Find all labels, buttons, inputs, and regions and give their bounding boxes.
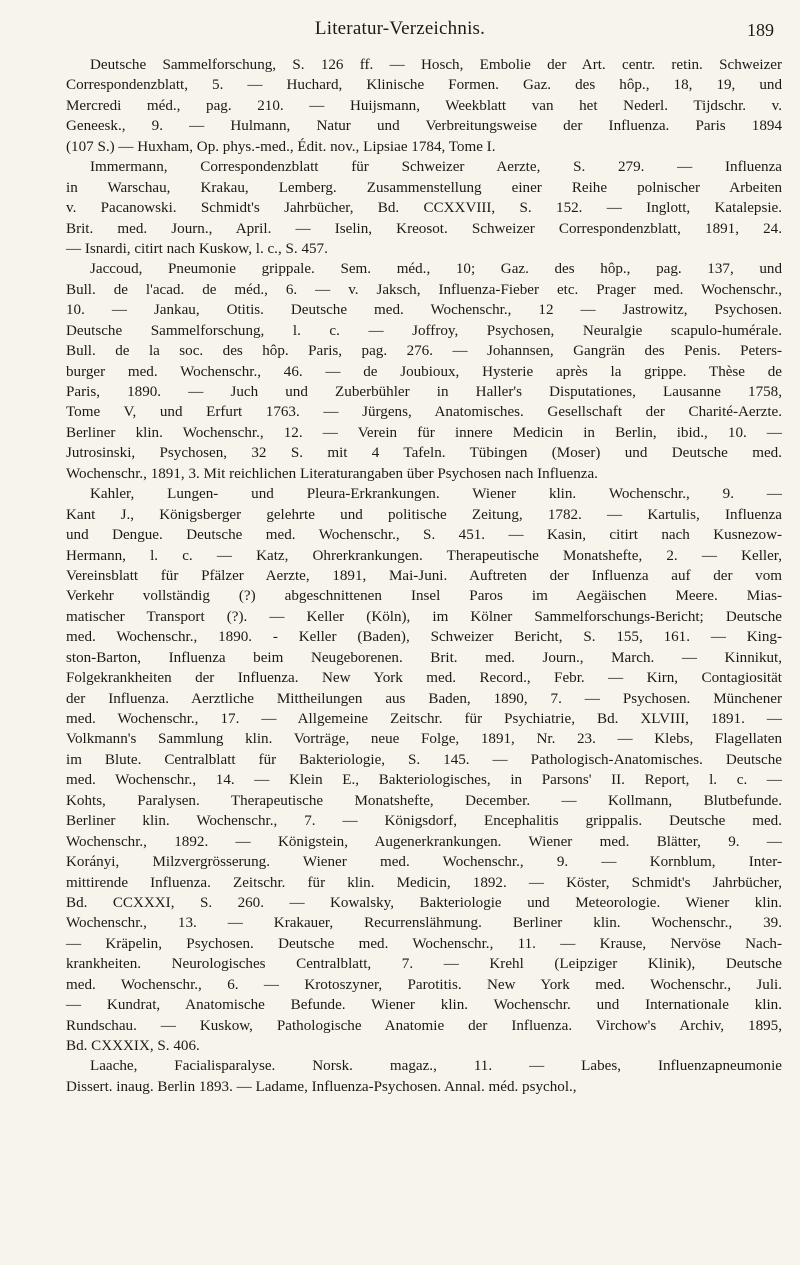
text-line: Jaccoud, Pneumonie grippale. Sem. méd., 10; Gaz. des hôp., pag. 137, und xyxy=(90,261,782,278)
text-line: Hermann, l. c. — Katz, Ohrerkrankungen. Therapeutische Monatshefte, 2. — Keller, xyxy=(66,547,782,564)
text-line: med. Wochenschr., 6. — Krotoszyner, Parotitis. New York med. Wochenschr., Juli. xyxy=(66,976,782,993)
text-line: mittirende Influenza. Zeitschr. für klin. Medicin, 1892. — Köster, Schmidt's Jahrbücher, xyxy=(66,874,782,891)
text-line: med. Wochenschr., 1890. - Keller (Baden), Schweizer Bericht, S. 155, 161. — King- xyxy=(66,629,782,646)
text-line: Immermann, Correspondenzblatt für Schweizer Aerzte, S. 279. — Influenza xyxy=(90,159,782,176)
text-line: — Kräpelin, Psychosen. Deutsche med. Wochenschr., 11. — Krause, Nervöse Nach- xyxy=(66,935,782,952)
text-line: Bull. de l'acad. de méd., 6. — v. Jaksch, Influenza-Fieber etc. Prager med. Wochenschr., xyxy=(66,281,782,298)
text-line: — Isnardi, citirt nach Kuskow, l. c., S. 457. xyxy=(66,240,328,257)
text-line: Rundschau. — Kuskow, Pathologische Anatomie der Influenza. Virchow's Archiv, 1895, xyxy=(66,1017,782,1034)
text-line: Bd. CCXXXI, S. 260. — Kowalsky, Bakteriologie und Meteorologie. Wiener klin. xyxy=(66,894,782,911)
text-line: in Warschau, Krakau, Lemberg. Zusammenstellung einer Reihe polnischer Arbeiten xyxy=(66,179,782,196)
text-line: im Blute. Centralblatt für Bakteriologie, S. 145. — Pathologisch-Anatomisches. Deutsche xyxy=(66,751,782,768)
page-number: 189 xyxy=(747,20,774,40)
text-line: Mercredi méd., pag. 210. — Huijsmann, Weekblatt van het Nederl. Tijdschr. v. xyxy=(66,97,782,114)
text-line: Deutsche Sammelforschung, S. 126 ff. — Hosch, Embolie der Art. centr. retin. Schweizer xyxy=(90,57,782,73)
text-line: ston-Barton, Influenza beim Neugeborenen. Brit. med. Journ., March. — Kinnikut, xyxy=(66,649,782,666)
text-line: Kahler, Lungen- und Pleura-Erkrankungen. Wiener klin. Wochenschr., 9. — xyxy=(90,486,782,503)
text-line: Kohts, Paralysen. Therapeutische Monatshefte, December. — Kollmann, Blutbefunde. xyxy=(66,792,782,809)
text-line: Jutrosinski, Psychosen, 32 S. mit 4 Tafeln. Tübingen (Moser) und Deutsche med. xyxy=(66,445,782,462)
text-line: burger med. Wochenschr., 46. — de Joubioux, Hysterie après la grippe. Thèse de xyxy=(66,363,782,380)
bibliography-text xyxy=(66,55,782,1097)
text-line: Folgekrankheiten der Influenza. New York med. Record., Febr. — Kirn, Contagiosität xyxy=(66,670,782,687)
text-line: 10. — Jankau, Otitis. Deutsche med. Wochenschr., 12 — Jastrowitz, Psychosen. xyxy=(66,302,782,319)
text-line: Dissert. inaug. Berlin 1893. — Ladame, Influenza-Psychosen. Annal. méd. psychol., xyxy=(66,1078,577,1095)
text-line: Kant J., Königsberger gelehrte und politische Zeitung, 1782. — Kartulis, Influenza xyxy=(66,506,782,523)
text-line: Brit. med. Journ., April. — Iselin, Kreosot. Schweizer Correspondenzblatt, 1891, 24. xyxy=(66,220,782,237)
bibliography-paragraph xyxy=(66,1056,782,1097)
text-line: Paris, 1890. — Juch und Zuberbühler in Haller's Disputationes, Lausanne 1758, xyxy=(66,384,782,400)
text-line: matischer Transport (?). — Keller (Köln), im Kölner Sammelforschungs-Bericht; Deutsche xyxy=(66,608,782,625)
text-line: Berliner klin. Wochenschr., 12. — Verein für innere Medicin in Berlin, ibid., 10. — xyxy=(66,424,782,441)
text-line: Laache, Facialisparalyse. Norsk. magaz., 11. — Labes, Influenzapneumonie xyxy=(90,1058,782,1075)
bibliography-paragraph xyxy=(66,55,782,157)
bibliography-paragraph xyxy=(66,484,782,1056)
text-line: Geneesk., 9. — Hulmann, Natur und Verbreitungsweise der Influenza. Paris 1894 xyxy=(66,118,782,135)
text-line: (107 S.) — Huxham, Op. phys.-med., Édit. nov., Lipsiae 1784, Tome I. xyxy=(66,138,496,155)
text-line: v. Pacanowski. Schmidt's Jahrbücher, Bd. CCXXVIII, S. 152. — Inglott, Katalepsie. xyxy=(66,200,782,217)
bibliography-paragraph xyxy=(66,157,782,259)
text-line: Tome V, und Erfurt 1763. — Jürgens, Anatomisches. Gesellschaft der Charité-Aerzte. xyxy=(66,404,782,421)
text-line: med. Wochenschr., 17. — Allgemeine Zeitschr. für Psychiatrie, Bd. XLVIII, 1891. — xyxy=(66,711,782,727)
text-line: Berliner klin. Wochenschr., 7. — Königsdorf, Encephalitis grippalis. Deutsche med. xyxy=(66,813,782,830)
bibliography-paragraph xyxy=(66,259,782,484)
text-line: Deutsche Sammelforschung, l. c. — Joffroy, Psychosen, Neuralgie scapulo-humérale. xyxy=(66,322,782,339)
text-line: Bull. de la soc. des hôp. Paris, pag. 276. — Johannsen, Gangrän des Penis. Peters- xyxy=(66,343,782,360)
text-line: Wochenschr., 1892. — Königstein, Augenerkrankungen. Wiener med. Blätter, 9. — xyxy=(66,833,782,850)
page-header xyxy=(0,14,800,44)
text-line: Wochenschr., 1891, 3. Mit reichlichen Literaturangaben über Psychosen nach Influenza. xyxy=(66,465,598,482)
text-line: — Kundrat, Anatomische Befunde. Wiener klin. Wochenschr. und Internationale klin. xyxy=(66,997,782,1014)
text-line: Wochenschr., 13. — Krakauer, Recurrenslähmung. Berliner klin. Wochenschr., 39. xyxy=(66,915,782,932)
text-line: Volkmann's Sammlung klin. Vorträge, neue Folge, 1891, Nr. 23. — Klebs, Flagellaten xyxy=(66,731,782,748)
text-line: Vereinsblatt für Pfälzer Aerzte, 1891, Mai-Juni. Auftreten der Influenza auf der vom xyxy=(66,567,782,584)
text-line: der Influenza. Aerztliche Mittheilungen aus Baden, 1890, 7. — Psychosen. Münchener xyxy=(66,690,782,707)
text-line: Verkehr vollständig (?) abgeschnittenen Insel Paros im Aegäischen Meere. Mias- xyxy=(66,588,782,605)
text-line: und Dengue. Deutsche med. Wochenschr., S. 451. — Kasin, citirt nach Kusnezow- xyxy=(66,527,782,544)
text-line: Bd. CXXXIX, S. 406. xyxy=(66,1038,200,1054)
running-title: Literatur-Verzeichnis. xyxy=(314,18,486,39)
text-line: med. Wochenschr., 14. — Klein E., Bakteriologisches, in Parsons' II. Report, l. c. — xyxy=(66,772,782,789)
text-line: Correspondenzblatt, 5. — Huchard, Klinische Formen. Gaz. des hôp., 18, 19, und xyxy=(66,77,782,94)
text-line: krankheiten. Neurologisches Centralblatt, 7. — Krehl (Leipziger Klinik), Deutsche xyxy=(66,956,782,973)
text-line: Korányi, Milzvergrösserung. Wiener med. Wochenschr., 9. — Kornblum, Inter- xyxy=(66,854,782,871)
